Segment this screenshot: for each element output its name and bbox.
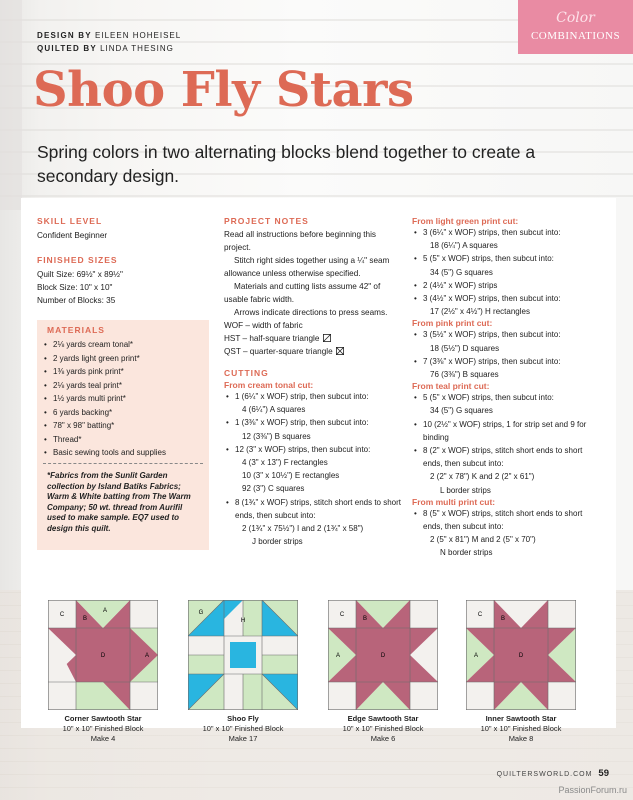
block-caption (48, 714, 158, 744)
block-make: Make 6 (370, 734, 396, 743)
label-b: B (362, 616, 368, 622)
cut-subitem: 4 (6¼") A squares (242, 405, 306, 415)
watermark: PassionForum.ru (558, 785, 627, 795)
hst-definition: HST – half-square triangle (224, 334, 320, 343)
cut-item: • 1 (6¼" x WOF) strip, then subcut into: (224, 390, 402, 403)
label-a: A (102, 608, 108, 614)
note-paragraph: Arrows indicate directions to press seams. (234, 308, 388, 317)
cut-item: • 1 (3⅜" x WOF) strip, then subcut into: (224, 416, 402, 429)
block-caption (466, 714, 576, 744)
multi-cut-heading: From multi print cut: (412, 496, 496, 507)
label-h: H (240, 618, 246, 624)
badge-line2: COMBINATIONS (530, 30, 621, 42)
cut-subitem: 10 (3" x 10½") E rectangles (242, 471, 340, 481)
block-size: 10" x 10" Finished Block (202, 724, 284, 733)
cutting-column-2 (412, 216, 587, 560)
quilter-name: LINDA THESING (100, 44, 174, 53)
note-paragraph: Materials and cutting lists assume 42" of usable fabric width. (224, 282, 381, 304)
cream-cut-heading: From cream tonal cut: (224, 380, 314, 390)
material-item: • 1½ yards multi print* (41, 392, 206, 406)
block-size: 10" x 10" Finished Block (62, 724, 144, 733)
label-c: C (477, 612, 483, 618)
block-make: Make 17 (228, 734, 258, 743)
cut-item: • 12 (3" x WOF) strips, then subcut into: (224, 443, 402, 456)
specs-column (37, 216, 205, 307)
label-a: A (144, 653, 150, 659)
project-notes-heading: PROJECT NOTES (224, 216, 309, 226)
cut-item: • 7 (3⅜" x WOF) strips, then subcut into: (412, 355, 587, 368)
cut-item: • 3 (4½" x WOF) strips, then subcut into: (412, 292, 587, 305)
color-combinations-badge[interactable] (518, 0, 633, 54)
badge-line1: Color (556, 10, 595, 26)
skill-heading: SKILL LEVEL (37, 216, 103, 226)
cut-subitem: 17 (2½" x 4½") H rectangles (430, 307, 530, 317)
label-d: D (518, 653, 524, 659)
green-cut-list (412, 226, 587, 318)
cut-subitem: 2 (1¾" x 75½") I and 2 (1¾" x 58") (242, 524, 364, 534)
cut-subitem: 34 (5") G squares (430, 267, 493, 277)
label-a: A (335, 653, 341, 659)
block-name: Edge Sawtooth Star (347, 714, 419, 723)
materials-note: *Fabrics from the Sunlit Garden collection by Island Batiks Fabrics; Warm & White batting from The Warm Company; 50 wt. thread from Aurifil used to make sample. EQ7 used to design this quilt. (47, 471, 191, 533)
qst-icon (336, 347, 344, 355)
cutting-heading: CUTTING (224, 368, 269, 378)
pink-cut-list (412, 328, 587, 381)
material-item: • 2 yards light green print* (41, 352, 206, 366)
materials-box (37, 320, 209, 550)
cut-subitem: 2 (5" x 81") M and 2 (5" x 70") (430, 535, 536, 545)
cut-item: • 3 (6¼" x WOF) strips, then subcut into: (412, 226, 587, 239)
cut-subitem: L border strips (440, 485, 491, 495)
material-item: • Thread* (41, 433, 206, 447)
block-size: 10" x 10" Finished Block (480, 724, 562, 733)
block-name: Inner Sawtooth Star (485, 714, 557, 723)
block-name: Corner Sawtooth Star (64, 714, 142, 723)
label-d: D (100, 653, 106, 659)
cut-item: • 3 (5½" x WOF) strips, then subcut into: (412, 328, 587, 341)
designer-name: EILEEN HOHEISEL (95, 31, 182, 40)
label-g: G (198, 610, 204, 616)
materials-heading: MATERIALS (47, 325, 105, 335)
hst-icon (323, 334, 331, 342)
multi-cut-list (412, 507, 587, 560)
site-link[interactable]: QUILTERSWORLD.COM (496, 771, 593, 778)
label-b: B (82, 616, 88, 622)
cut-item: • 2 (4½" x WOF) strips (412, 279, 587, 292)
page-number: 59 (598, 768, 609, 779)
cut-subitem: 18 (6¼") A squares (430, 241, 498, 251)
material-item: • 1⅜ yards pink print* (41, 365, 206, 379)
quilted-label: QUILTED BY (37, 44, 97, 53)
page-subtitle: Spring colors in two alternating blocks blend together to create a secondary design. (37, 142, 536, 186)
block-name: Shoo Fly (227, 714, 259, 723)
note-paragraph: Read all instructions before beginning this project. (224, 230, 377, 252)
cut-subitem: N border strips (440, 548, 493, 558)
page-title: Shoo Fly Stars (33, 62, 414, 118)
cut-item: • 8 (1¾" x WOF) strips, stitch short ends to short ends, then subcut into: (224, 496, 402, 522)
label-d: D (380, 653, 386, 659)
cut-subitem: 18 (5½") D squares (430, 343, 500, 353)
pink-cut-heading: From pink print cut: (412, 318, 493, 329)
block-make: Make 8 (508, 734, 534, 743)
material-item: • 2⅛ yards teal print* (41, 379, 206, 393)
wof-definition: WOF – width of fabric (224, 321, 303, 330)
cut-item: • 8 (2" x WOF) strips, stitch short ends to short ends, then subcut into: (412, 444, 587, 470)
cut-item: • 10 (2½" x WOF) strips, 1 for strip set and 9 for binding (412, 418, 587, 444)
block-make: Make 4 (90, 734, 116, 743)
material-item: • Basic sewing tools and supplies (41, 446, 206, 460)
material-item: • 6 yards backing* (41, 406, 206, 420)
sizes-heading: FINISHED SIZES (37, 255, 118, 265)
cut-subitem: 2 (2" x 78") K and 2 (2" x 61") (430, 472, 535, 482)
materials-list (41, 338, 206, 460)
cream-cut-list (224, 390, 402, 548)
shoo-fly-diagram (188, 600, 298, 710)
green-cut-heading: From light green print cut: (412, 216, 519, 226)
material-item: • 2⅛ yards cream tonal* (41, 338, 206, 352)
qst-definition: QST – quarter-square triangle (224, 347, 333, 356)
cut-item: • 8 (5" x WOF) strips, stitch short ends to short ends, then subcut into: (412, 507, 587, 533)
edge-sawtooth-star-diagram (328, 600, 438, 710)
cut-subitem: 12 (3⅜") B squares (242, 431, 311, 441)
block-size: 10" x 10" Finished Block (342, 724, 424, 733)
cut-subitem: J border strips (252, 537, 303, 547)
teal-cut-list (412, 391, 587, 497)
material-item: • 78" x 98" batting* (41, 419, 206, 433)
block-count: Number of Blocks: 35 (37, 296, 116, 305)
divider (43, 463, 203, 464)
label-c: C (59, 612, 65, 618)
skill-value: Confident Beginner (37, 231, 108, 240)
block-caption (188, 714, 298, 744)
inner-sawtooth-star-diagram (466, 600, 576, 710)
cut-item: • 5 (5" x WOF) strips, then subcut into: (412, 391, 587, 404)
block-size: Block Size: 10" x 10" (37, 283, 113, 292)
corner-sawtooth-star-diagram (48, 600, 158, 710)
label-a: A (473, 653, 479, 659)
cut-subitem: 4 (3" x 13") F rectangles (242, 458, 328, 468)
cut-subitem: 92 (3") C squares (242, 484, 305, 494)
quilt-size: Quilt Size: 69½" x 89½" (37, 270, 123, 279)
cut-item: • 5 (5" x WOF) strips, then subcut into: (412, 252, 587, 265)
label-c: C (339, 612, 345, 618)
teal-cut-heading: From teal print cut: (412, 381, 490, 392)
note-paragraph: Stitch right sides together using a ¼" seam allowance unless otherwise specified. (224, 256, 390, 278)
design-label: DESIGN BY (37, 31, 92, 40)
page-footer (497, 768, 609, 779)
notes-cutting-column (224, 216, 402, 548)
credits (37, 29, 181, 55)
cut-subitem: 34 (5") G squares (430, 406, 493, 416)
label-b: B (500, 616, 506, 622)
block-caption (328, 714, 438, 744)
cut-subitem: 76 (3⅜") B squares (430, 370, 499, 380)
